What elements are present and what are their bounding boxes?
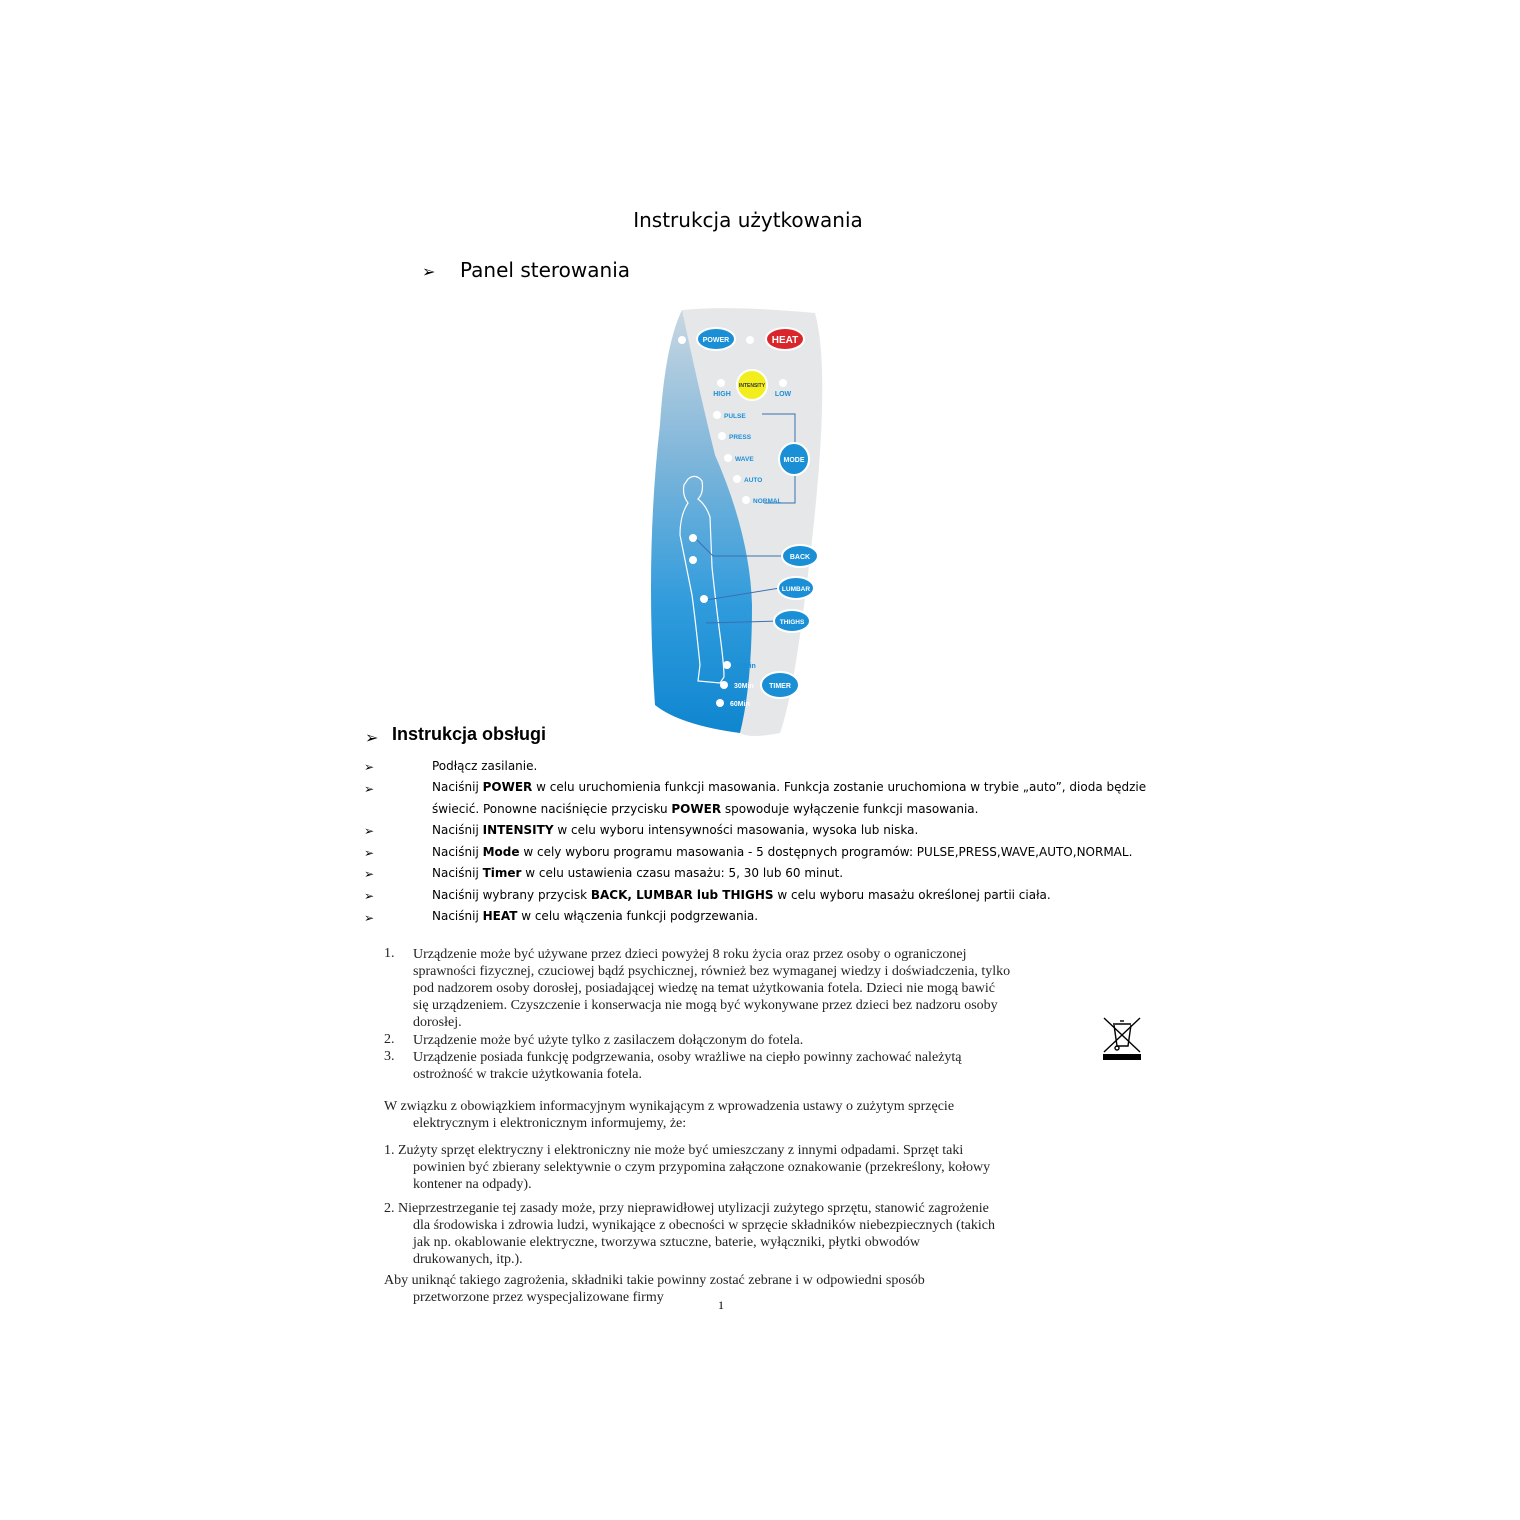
instruction-item: Podłącz zasilanie. — [432, 759, 538, 773]
lumbar-button[interactable] — [778, 577, 814, 599]
warning-item: Urządzenie może być użyte tylko z zasilaczem dołączonym do fotela. — [413, 1033, 804, 1048]
section-heading-panel: Panel sterowania — [460, 258, 630, 282]
mode-label-auto: AUTO — [744, 477, 763, 484]
svg-text:BACK: BACK — [789, 554, 811, 561]
svg-text:HEAT: HEAT — [771, 335, 799, 346]
timer-label-30: 30Min — [734, 683, 754, 690]
svg-text:MODE: MODE — [783, 457, 805, 464]
list-number: 1. — [384, 946, 395, 961]
bullet-arrow-icon: ➢ — [364, 782, 375, 796]
heat-button[interactable] — [766, 328, 804, 350]
instruction-item: Naciśnij INTENSITY w celu wyboru intensywności masowania, wysoka lub niska. — [432, 823, 919, 837]
svg-text:TIMER: TIMER — [769, 683, 791, 690]
bullet-arrow-icon: ➢ — [365, 730, 379, 747]
svg-text:POWER: POWER — [702, 337, 730, 344]
svg-text:THIGHS: THIGHS — [779, 619, 805, 626]
high-label: HIGH — [713, 391, 731, 398]
mode-label-pulse: PULSE — [724, 413, 746, 420]
instruction-item: Naciśnij POWER w celu uruchomienia funkcji masowania. Funkcja zostanie uruchomiona w trybie „auto”, dioda będzie — [432, 780, 1147, 794]
mode-button[interactable] — [779, 443, 809, 475]
list-number: 3. — [384, 1049, 395, 1064]
warning-item: Urządzenie może być używane przez dzieci powyżej 8 roku życia oraz przez osoby o ograniczonej sprawności fizycznej, czuciowej bądź psychicznej, również bez wymaganej wiedzy i doświadczenia, tylko pod nadzorem osoby dorosłej, posiadającej wiedzę na temat użytkowania fotela. Dzieci nie mogą bawić się urządzeniem. Czyszczenie i konserwacja nie mogą być wykonywane przez dzieci bez nadzoru osoby dorosłej. — [413, 947, 1011, 1030]
instruction-item: Naciśnij Mode w cely wyboru programu masowania - 5 dostępnych programów: PULSE,PRESS,WAVE,AUTO,NORMAL. — [432, 845, 1133, 859]
svg-text:INTENSITY: INTENSITY — [738, 383, 766, 389]
bullet-arrow-icon: ➢ — [422, 264, 436, 281]
instruction-item-continuation: świecić. Ponowne naciśnięcie przycisku POWER spowoduje wyłączenie funkcji masowania. — [432, 802, 979, 816]
timer-label-15: 15Min — [736, 663, 756, 670]
power-button[interactable] — [697, 328, 735, 350]
instruction-item: Naciśnij Timer w celu ustawienia czasu masażu: 5, 30 lub 60 minut. — [432, 866, 844, 880]
bullet-arrow-icon: ➢ — [364, 867, 375, 881]
instruction-item: Naciśnij wybrany przycisk BACK, LUMBAR lub THIGHS w celu wyboru masażu określonej partii ciała. — [432, 888, 1051, 902]
bullet-arrow-icon: ➢ — [364, 760, 375, 774]
bullet-arrow-icon: ➢ — [364, 911, 375, 925]
crossed-bin-icon — [1100, 1016, 1146, 1062]
intensity-button[interactable] — [737, 370, 767, 400]
mode-label-normal: NORMAL — [753, 498, 782, 505]
page-title: Instrukcja użytkowania — [633, 208, 863, 232]
instruction-item: Naciśnij HEAT w celu włączenia funkcji podgrzewania. — [432, 909, 759, 923]
page-number: 1 — [718, 1298, 724, 1312]
bullet-arrow-icon: ➢ — [364, 824, 375, 838]
bullet-arrow-icon: ➢ — [364, 889, 375, 903]
weee-paragraph: W związku z obowiązkiem informacyjnym wynikającym z wprowadzenia ustawy o zużytym sprzęcie elektrycznym i elektronicznym informujemy, że: — [384, 1099, 955, 1131]
control-panel-illustration — [640, 305, 836, 740]
low-label: LOW — [774, 391, 792, 398]
weee-paragraph: 1. Zużyty sprzęt elektryczny i elektroniczny nie może być umieszczany z innymi odpadami. Sprzęt taki powinien być zbierany selektywnie o czym przypomina załączone oznakowanie (przekreślony, kołowy kontener na odpady). — [384, 1143, 991, 1192]
mode-label-wave: WAVE — [735, 456, 754, 463]
back-button[interactable] — [782, 545, 818, 567]
list-number: 2. — [384, 1032, 395, 1047]
weee-paragraph: 2. Nieprzestrzeganie tej zasady może, przy nieprawidłowej utylizacji zużytego sprzętu, stanowić zagrożenie dla środowiska i zdrowia ludzi, wynikające z obecności w sprzęcie składników niebezpiecznych (takich jak np. okablowanie elektryczne, tworzywa sztuczne, baterie, wyłączniki, płytki obwodów drukowanych, itp.). — [384, 1201, 995, 1267]
warning-item: Urządzenie posiada funkcję podgrzewania, osoby wrażliwe na ciepło powinny zachować należytą ostrożność w trakcie użytkowania fotela. — [413, 1050, 962, 1082]
timer-label-60: 60Min — [730, 701, 750, 708]
section-heading-usage: Instrukcja obsługi — [392, 724, 547, 744]
thighs-button[interactable] — [774, 610, 810, 632]
svg-text:LUMBAR: LUMBAR — [781, 586, 811, 593]
mode-label-press: PRESS — [729, 434, 752, 441]
weee-paragraph: Aby uniknąć takiego zagrożenia, składniki takie powinny zostać zebrane i w odpowiedni sposób przetworzone przez wyspecjalizowane firmy — [384, 1273, 925, 1305]
timer-button[interactable] — [761, 672, 799, 698]
bullet-arrow-icon: ➢ — [364, 846, 375, 860]
